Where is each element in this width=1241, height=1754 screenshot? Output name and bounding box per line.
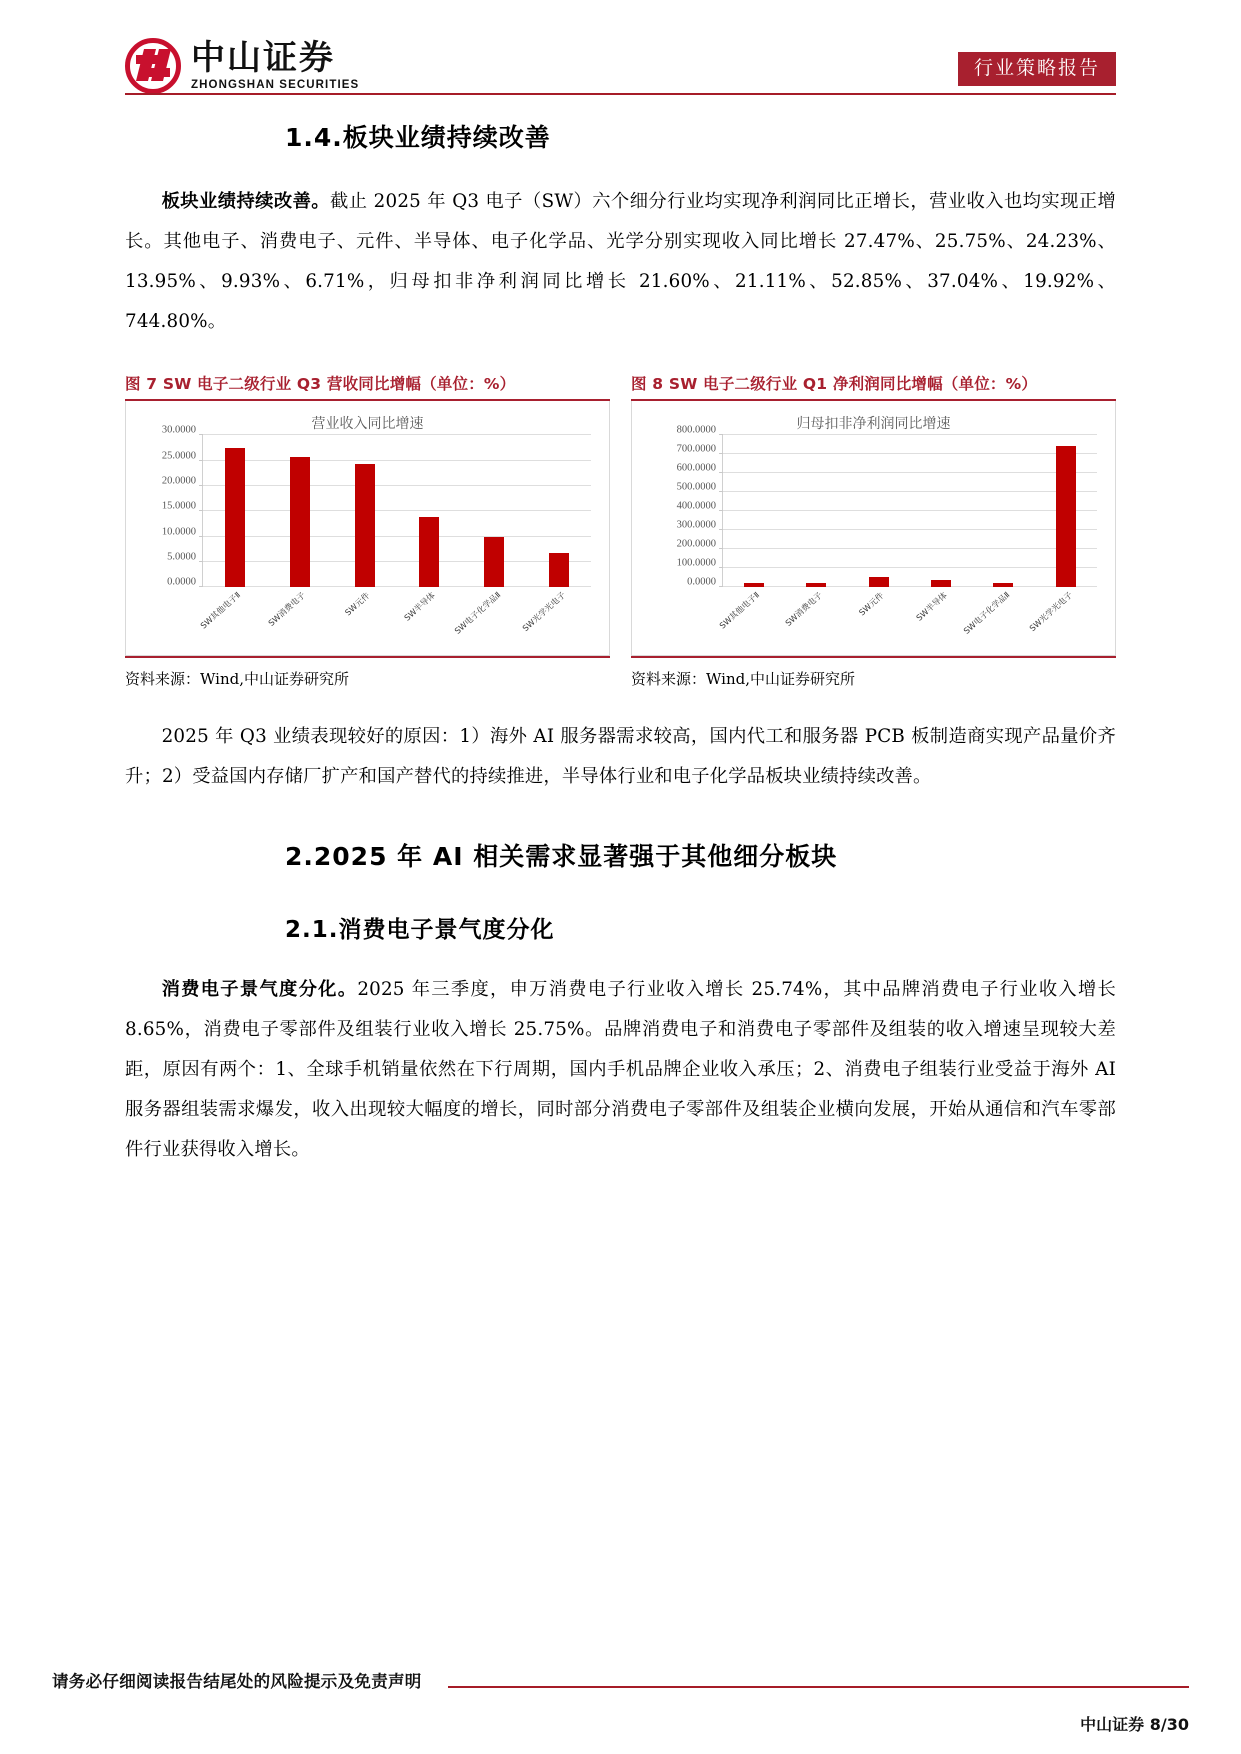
x-axis-tick-label: SW光学光电子	[519, 589, 567, 634]
y-axis-tick-label: 30.0000	[161, 424, 196, 436]
section-title-1-4: 1.4.板块业绩持续改善	[285, 123, 551, 152]
x-axis-tick-label: SW其他电子Ⅱ	[198, 589, 243, 631]
footer-disclaimer: 请务必仔细阅读报告结尾处的风险提示及免责声明	[52, 1672, 422, 1691]
bar	[290, 457, 310, 587]
bar	[484, 537, 504, 587]
figure-8-caption: 图 8 SW 电子二级行业 Q1 净利润同比增幅（单位：%）	[631, 375, 1038, 393]
bar	[1056, 446, 1076, 588]
header-divider	[125, 93, 1116, 95]
page-content	[125, 118, 1116, 1170]
y-axis-tick-label: 5.0000	[167, 551, 196, 563]
bar	[419, 517, 439, 588]
x-axis-tick-label: SW消费电子	[266, 589, 308, 629]
logo-name-en: ZHONGSHAN SECURITIES	[191, 78, 360, 91]
paragraph-body-1: 截止 2025 年 Q3 电子（SW）六个细分行业均实现净利润同比正增长，营业收入也均实现正增长。其他电子、消费电子、元件、半导体、电子化学品、光学分别实现收入同比增长 27.47%、25.75%、24.23%、13.95%、9.93%、6.71%，归母扣非净利润同比增长 21.60%、21.11%、52.85%、37.04%、19.92%、744.80%。	[125, 191, 1116, 332]
logo-emblem-icon	[125, 38, 181, 94]
logo-name-cn: 中山证券	[191, 37, 335, 78]
paragraph-lead-2: 消费电子景气度分化。	[161, 979, 358, 1001]
paragraph-lead-1: 板块业绩持续改善。	[161, 191, 331, 212]
bar	[869, 577, 889, 587]
bar	[549, 553, 569, 587]
bar-series	[723, 435, 1097, 587]
footer-divider	[448, 1686, 1189, 1688]
y-axis-tick-label: 500.0000	[676, 481, 716, 493]
x-axis-tick-label: SW半导体	[913, 590, 949, 623]
paragraph-q3-reasons: 2025 年 Q3 业绩表现较好的原因：1）海外 AI 服务器需求较高，国内代工和服务器 PCB 板制造商实现产品量价齐升；2）受益国内存储厂扩产和国产替代的持续推进，半导体行业和电子化学品板块业绩持续改善。	[125, 726, 1116, 788]
figure-8	[631, 372, 1116, 689]
paragraph-consumer-electronics	[125, 970, 1116, 1170]
company-logo	[125, 38, 359, 94]
y-axis-tick-label: 600.0000	[676, 462, 716, 474]
y-axis-tick-label: 800.0000	[676, 424, 716, 436]
section-title-2: 2.2025 年 AI 相关需求显著强于其他细分板块	[285, 842, 838, 872]
page-header	[0, 0, 1241, 110]
y-axis-tick-label: 300.0000	[676, 519, 716, 531]
figure-7-source: 资料来源：Wind,中山证券研究所	[125, 670, 349, 689]
x-axis-tick-label: SW光学光电子	[1027, 589, 1075, 634]
logo-text	[191, 37, 360, 92]
page-footer	[0, 1634, 1241, 1754]
chart-net-profit-growth	[632, 401, 1115, 655]
x-axis-tick-label: SW半导体	[401, 590, 437, 623]
figure-8-body	[631, 401, 1116, 656]
report-type-badge: 行业策略报告	[958, 52, 1116, 86]
chart-7-x-axis-labels	[198, 587, 591, 649]
figure-8-rule-bottom	[631, 656, 1116, 658]
x-axis-tick-label: SW其他电子Ⅱ	[717, 589, 762, 631]
figure-7-caption: 图 7 SW 电子二级行业 Q3 营收同比增幅（单位：%）	[125, 375, 516, 393]
y-axis-tick-label: 25.0000	[161, 450, 196, 462]
bar	[355, 464, 375, 587]
figure-7-rule-bottom	[125, 656, 610, 658]
figure-row	[125, 372, 1116, 689]
section-title-2-1: 2.1.消费电子景气度分化	[285, 917, 555, 944]
figure-7	[125, 372, 610, 689]
y-axis-tick-label: 0.0000	[167, 576, 196, 588]
footer-page-number: 中山证券 8/30	[1080, 1715, 1189, 1734]
bar	[225, 448, 245, 587]
y-axis-tick-label: 10.0000	[161, 526, 196, 538]
y-axis-tick-label: 700.0000	[676, 443, 716, 455]
chart-revenue-growth	[126, 401, 609, 655]
y-axis-tick-label: 15.0000	[161, 500, 196, 512]
x-axis-tick-label: SW元件	[342, 590, 372, 618]
x-axis-tick-label: SW电子化学品Ⅱ	[961, 589, 1012, 637]
x-axis-tick-label: SW电子化学品Ⅱ	[452, 589, 503, 637]
x-axis-tick-label: SW消费电子	[782, 589, 824, 629]
bar-series	[203, 435, 591, 587]
paragraph-body-2: 2025 年三季度，申万消费电子行业收入增长 25.74%，其中品牌消费电子行业收入增长 8.65%，消费电子零部件及组装行业收入增长 25.75%。品牌消费电子和消费电子零部件及组装的收入增速呈现较大差距，原因有两个：1、全球手机销量依然在下行周期，国内手机品牌企业收入承压；2、消费电子组装行业受益于海外 AI 服务器组装需求爆发，收入出现较大幅度的增长，同时部分消费电子零部件及组装企业横向发展，开始从通信和汽车零部件行业获得收入增长。	[125, 979, 1117, 1161]
y-axis-tick-label: 0.0000	[687, 576, 716, 588]
chart-8-x-axis-labels	[717, 587, 1097, 649]
y-axis-tick-label: 200.0000	[676, 538, 716, 550]
y-axis-tick-label: 100.0000	[676, 557, 716, 569]
y-axis-tick-label: 20.0000	[161, 475, 196, 487]
paragraph-sector-performance	[125, 182, 1116, 342]
logo-bar-bottom	[140, 68, 170, 77]
figure-8-source: 资料来源：Wind,中山证券研究所	[631, 670, 855, 689]
x-axis-tick-label: SW元件	[857, 590, 886, 618]
figure-7-body	[125, 401, 610, 656]
chart-7-title: 营业收入同比增速	[311, 416, 424, 433]
logo-bar-top	[136, 55, 166, 64]
chart-8-title: 归母扣非净利润同比增速	[796, 416, 951, 433]
y-axis-tick-label: 400.0000	[676, 500, 716, 512]
bar	[931, 580, 951, 587]
